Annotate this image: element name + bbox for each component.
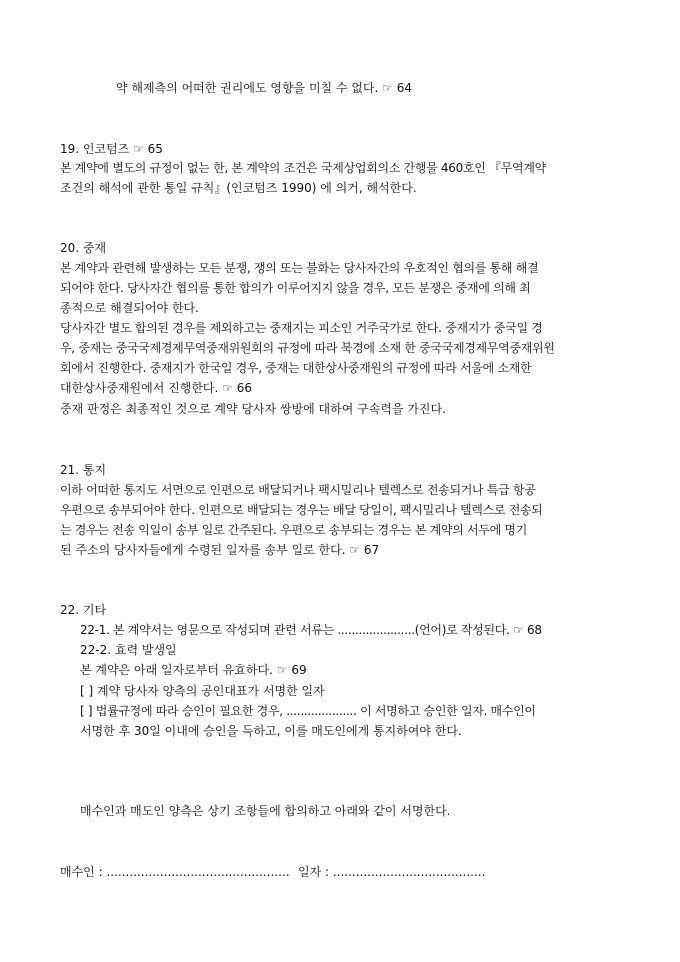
clause-22-1: 22-1. 본 계약서는 영문으로 작성되며 관련 서류는 ......................(언어)로 작성된다. ☞ 68: [80, 623, 542, 637]
paragraph-line: 회에서 진행한다. 중재지가 한국일 경우, 중재는 대한상사중재원의 규정에 따라 서울에 소재한: [60, 361, 532, 375]
paragraph-line: 우, 중재는 중국국제경제무역중재위원회의 규정에 따라 북경에 소재 한 중국국제경제무역중재위원: [60, 341, 555, 355]
buyer-signature-field: 매수인 : ................................................: [60, 865, 290, 879]
agreement-statement: 매수인과 매도인 양측은 상기 조항들에 합의하고 아래와 같이 서명한다.: [80, 804, 451, 818]
paragraph-line: 종적으로 해결되어야 한다.: [60, 301, 199, 315]
paragraph-line: 본 계약에 별도의 규정이 없는 한, 본 계약의 조건은 국제상업회의소 간행물 460호인 『무역계약: [60, 161, 546, 175]
section-21-heading: 21. 통지: [60, 463, 107, 477]
paragraph-line: 중재 판정은 최종적인 것으로 계약 당사자 쌍방에 대하여 구속력을 가진다.: [60, 402, 446, 416]
paragraph-line: 우편으로 송부되어야 한다. 인편으로 배달되는 경우는 배달 당일이, 팩시밀리나 텔렉스로 전송되: [60, 503, 543, 517]
paragraph-line: 는 경우는 전송 익일이 송부 일로 간주된다. 우편으로 송부되는 경우는 본 계약의 서두에 명기: [60, 523, 528, 537]
continued-clause-line: 약 해제측의 어떠한 권리에도 영향을 미칠 수 없다. ☞ 64: [116, 81, 413, 95]
paragraph-line: 조건의 해석에 관한 통일 규칙』(인코텀즈 1990) 에 의거, 해석한다.: [60, 181, 417, 195]
checkbox-option-signature-date: [ ] 계약 당사자 양측의 공인대표가 서명한 일자: [80, 684, 325, 698]
section-22-heading: 22. 기타: [60, 603, 107, 617]
paragraph-line: 되어야 한다. 당사자간 협의를 통한 합의가 이루어지지 않을 경우, 모든 분쟁은 중재에 의해 최: [60, 281, 531, 295]
section-20-heading: 20. 중재: [60, 241, 107, 255]
paragraph-line: 대한상사중재원에서 진행한다. ☞ 66: [60, 381, 252, 395]
paragraph-line: 당사자간 별도 합의된 경우를 제외하고는 중재지는 피소인 거주국가로 한다. 중재지가 중국일 경: [60, 321, 543, 335]
paragraph-line: 된 주소의 당사자들에게 수령된 일자를 송부 일로 한다. ☞ 67: [60, 543, 380, 557]
paragraph-line: 서명한 후 30일 이내에 승인을 득하고, 이를 매도인에게 통지하여야 한다.: [80, 724, 462, 738]
effective-date-line: 본 계약은 아래 일자로부터 유효하다. ☞ 69: [80, 663, 307, 677]
clause-22-2: 22-2. 효력 발생일: [80, 643, 177, 657]
date-signature-field: 일자 : ........................................: [298, 865, 486, 879]
paragraph-line: 이하 어떠한 통지도 서면으로 인편으로 배달되거나 팩시밀리나 텔렉스로 전송되거나 특급 항공: [60, 483, 536, 497]
paragraph-line: 본 계약과 관련해 발생하는 모든 분쟁, 쟁의 또는 불화는 당사자간의 우호적인 협의를 통해 해결: [60, 261, 539, 275]
checkbox-option-approval-date: [ ] 법률규정에 따라 승인이 필요한 경우, .................... 이 서명하고 승인한 일자. 매수인이: [80, 704, 536, 718]
section-19-heading: 19. 인코텀즈 ☞ 65: [60, 142, 163, 156]
